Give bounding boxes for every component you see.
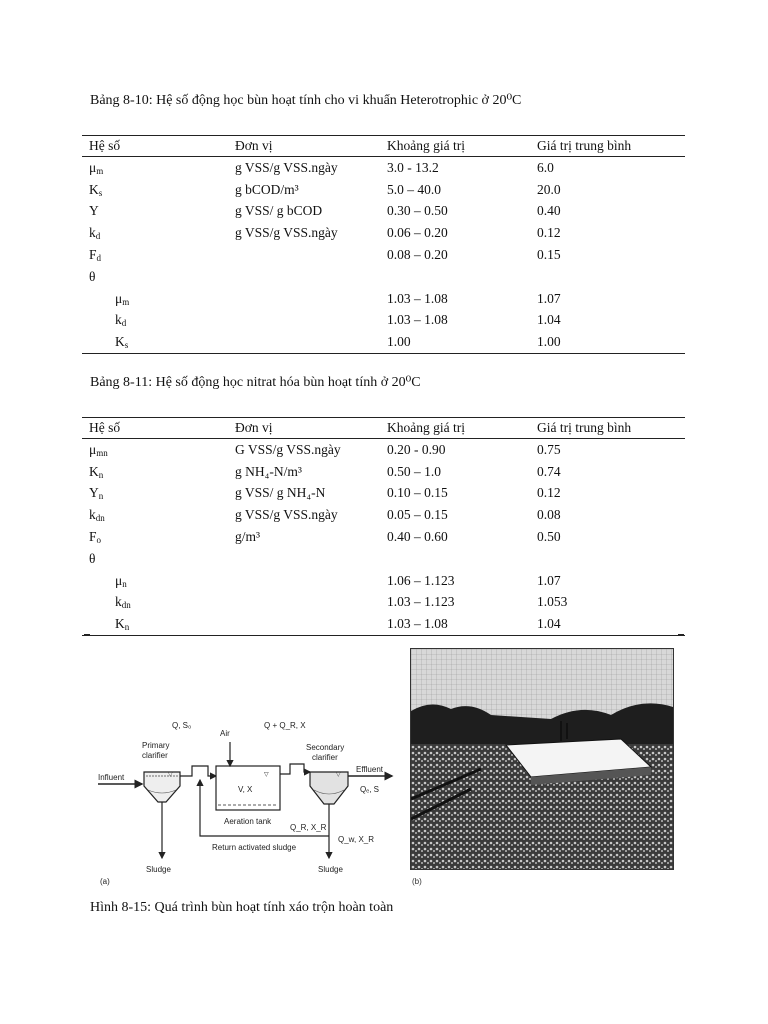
svg-text:▽: ▽ <box>264 772 269 778</box>
primary-effluent-line <box>180 766 216 776</box>
aeration-tank-label: Aeration tank <box>224 817 272 826</box>
symbol-subscript: s <box>124 340 129 351</box>
coefficient-symbol <box>82 504 228 526</box>
average-cell: 1.053 <box>537 594 568 610</box>
symbol-subscript: s <box>98 187 103 198</box>
range-cell: 0.06 – 0.20 <box>387 225 448 241</box>
secondary-clarifier-label-1: Secondary <box>306 743 345 752</box>
flow-label-q-qr-x: Q + Q_R, X <box>264 721 306 730</box>
symbol-base: F <box>89 529 97 545</box>
symbol-subscript: d <box>95 231 101 242</box>
return-flow-label: Q_R, X_R <box>290 823 327 832</box>
range-cell: 1.06 – 1.123 <box>387 572 455 588</box>
range-cell: 0.20 - 0.90 <box>387 441 446 457</box>
average-cell: 0.12 <box>537 225 561 241</box>
influent-label: Influent <box>98 773 125 782</box>
nitrification-coefficient-table <box>82 417 685 636</box>
primary-clarifier-label-1: Primary <box>142 741 170 750</box>
table-row <box>82 244 685 266</box>
heterotrophic-coefficient-table <box>82 135 685 354</box>
coefficient-symbol <box>82 288 228 310</box>
return-sludge-label: Return activated sludge <box>212 843 297 852</box>
range-cell: 0.08 – 0.20 <box>387 247 448 263</box>
unit-cell <box>228 548 380 570</box>
subfigure-a-label: (a) <box>100 877 110 886</box>
table-row <box>82 461 685 483</box>
coefficient-symbol <box>82 266 228 288</box>
table-row <box>82 613 685 635</box>
symbol-subscript: d <box>96 253 102 264</box>
range-cell: 0.05 – 0.15 <box>387 507 448 523</box>
table-row <box>82 266 685 288</box>
table-row <box>82 483 685 505</box>
range-cell: 5.0 – 40.0 <box>387 181 441 197</box>
flow-label-q-so: Q, S₀ <box>172 721 192 730</box>
symbol-base: k <box>115 594 122 610</box>
average-cell: 1.04 <box>537 312 561 328</box>
col-header-unit: Đơn vị <box>228 418 380 439</box>
table-row <box>82 179 685 201</box>
symbol-base: K <box>89 181 99 197</box>
figure-caption: Hình 8-15: Quá trình bùn hoạt tính xáo trộn hoàn toàn <box>90 900 394 915</box>
average-cell <box>530 548 685 570</box>
coefficient-symbol <box>82 461 228 483</box>
aeration-basin-photo <box>410 648 674 870</box>
table1-caption: Bảng 8-10: Hệ số động học bùn hoạt tính cho vi khuẩn Heterotrophic ở 20⁰C <box>90 93 522 108</box>
table-end-mark-left <box>84 634 90 635</box>
coefficient-symbol <box>82 526 228 548</box>
average-cell: 0.50 <box>537 529 561 545</box>
unit-cell <box>228 288 380 310</box>
average-cell: 0.74 <box>537 463 561 479</box>
unit-cell <box>228 592 380 614</box>
table-row <box>82 201 685 223</box>
table-row <box>82 504 685 526</box>
col-header-coefficient: Hệ số <box>82 418 228 439</box>
average-cell: 1.07 <box>537 290 561 306</box>
symbol-base: K <box>115 616 125 632</box>
coefficient-symbol <box>82 439 228 461</box>
col-header-range: Khoảng giá trị <box>380 136 530 157</box>
average-cell: 1.00 <box>530 331 685 353</box>
col-header-average: Giá trị trung bình <box>530 418 685 439</box>
unit-cell <box>228 331 380 353</box>
average-cell: 1.07 <box>537 572 561 588</box>
unit-cell <box>228 613 380 635</box>
range-cell: 1.00 <box>380 331 530 353</box>
secondary-clarifier-shape <box>310 772 348 804</box>
table2-caption: Bảng 8-11: Hệ số động học nitrat hóa bùn hoạt tính ở 20⁰C <box>90 375 421 390</box>
coefficient-symbol <box>82 613 228 635</box>
symbol-base: K <box>115 334 125 350</box>
waste-flow-label: Q_w, X_R <box>338 835 375 844</box>
symbol-base: k <box>115 312 122 328</box>
coefficient-symbol <box>82 548 228 570</box>
symbol-subscript: mn <box>96 447 108 458</box>
sludge-label-left: Sludge <box>146 865 171 874</box>
col-header-unit: Đơn vị <box>228 136 380 157</box>
average-cell: 20.0 <box>537 181 561 197</box>
coefficient-symbol <box>82 310 228 332</box>
coefficient-symbol <box>82 201 228 223</box>
symbol-base: μ <box>115 290 123 306</box>
svg-text:▽: ▽ <box>168 772 173 778</box>
range-cell: 1.03 – 1.08 <box>387 312 448 328</box>
average-cell: 0.12 <box>537 485 561 501</box>
secondary-clarifier-label-2: clarifier <box>312 753 338 762</box>
unit-cell: g bCOD/m³ <box>235 181 299 197</box>
range-cell: 0.30 – 0.50 <box>387 203 448 219</box>
unit-cell <box>228 570 380 592</box>
coefficient-symbol <box>82 483 228 505</box>
range-cell: 0.40 – 0.60 <box>387 529 448 545</box>
unit-cell <box>228 266 380 288</box>
table-row <box>82 526 685 548</box>
unit-cell: g VSS/ g bCOD <box>235 203 323 219</box>
unit-cell <box>228 244 380 266</box>
col-header-coefficient: Hệ số <box>82 136 228 157</box>
air-label: Air <box>220 729 230 738</box>
average-cell: 0.75 <box>537 441 561 457</box>
range-cell <box>380 266 530 288</box>
symbol-base: Y <box>89 485 99 501</box>
svg-text:▽: ▽ <box>336 772 341 778</box>
effluent-label: Effluent <box>356 765 383 774</box>
range-cell: 1.03 – 1.08 <box>380 613 530 635</box>
symbol-base: θ <box>89 268 96 284</box>
average-cell: 0.08 <box>537 507 561 523</box>
unit-cell: g/m³ <box>235 529 261 545</box>
symbol-base: k <box>89 225 96 241</box>
symbol-subscript: n <box>124 622 130 633</box>
symbol-subscript: m <box>96 165 104 176</box>
symbol-subscript: dn <box>95 513 105 524</box>
range-cell: 0.10 – 0.15 <box>387 485 448 501</box>
average-cell: 0.15 <box>537 247 561 263</box>
table-row <box>82 439 685 461</box>
table-row <box>82 592 685 614</box>
symbol-subscript: m <box>122 296 130 307</box>
table-row <box>82 288 685 310</box>
symbol-base: Y <box>89 203 99 219</box>
table-row <box>82 548 685 570</box>
coefficient-symbol <box>82 570 228 592</box>
symbol-base: F <box>89 247 97 263</box>
effluent-flow-label: Qₑ, S <box>360 785 379 794</box>
symbol-subscript: d <box>121 318 127 329</box>
coefficient-symbol <box>82 592 228 614</box>
average-cell: 6.0 <box>537 159 554 175</box>
primary-clarifier-shape <box>144 772 180 802</box>
range-cell <box>380 548 530 570</box>
primary-clarifier-label-2: clarifier <box>142 751 168 760</box>
table-row <box>82 331 685 353</box>
average-cell: 0.40 <box>537 203 561 219</box>
symbol-base: θ <box>89 550 96 566</box>
symbol-subscript: n <box>98 469 104 480</box>
symbol-subscript: n <box>98 491 104 502</box>
coefficient-symbol <box>82 244 228 266</box>
activated-sludge-process-diagram <box>92 700 397 890</box>
mixed-liquor-line <box>280 764 310 774</box>
symbol-subscript: dn <box>121 600 131 611</box>
unit-cell: g VSS/g VSS.ngày <box>235 159 338 175</box>
range-cell: 0.50 – 1.0 <box>387 463 441 479</box>
symbol-base: μ <box>115 572 123 588</box>
symbol-subscript: o <box>96 535 102 546</box>
col-header-average: Giá trị trung bình <box>530 136 685 157</box>
average-cell <box>530 266 685 288</box>
coefficient-symbol <box>82 331 228 353</box>
range-cell: 3.0 - 13.2 <box>387 159 439 175</box>
symbol-base: μ <box>89 441 97 457</box>
symbol-base: K <box>89 463 99 479</box>
sludge-label-right: Sludge <box>318 865 343 874</box>
coefficient-symbol <box>82 179 228 201</box>
table-row <box>82 310 685 332</box>
table-row <box>82 570 685 592</box>
table-end-mark-right <box>678 634 684 635</box>
unit-cell: g VSS/g VSS.ngày <box>235 225 338 241</box>
volume-biomass-label: V, X <box>238 785 253 794</box>
subfigure-b-label: (b) <box>412 877 422 886</box>
symbol-base: k <box>89 507 96 523</box>
unit-cell <box>228 310 380 332</box>
range-cell: 1.03 – 1.08 <box>387 290 448 306</box>
table-row <box>82 157 685 179</box>
unit-cell: g VSS/g VSS.ngày <box>235 507 338 523</box>
range-cell: 1.03 – 1.123 <box>387 594 455 610</box>
symbol-subscript: n <box>122 578 127 589</box>
table-row <box>82 222 685 244</box>
average-cell: 1.04 <box>530 613 685 635</box>
unit-cell: g NH₄-N/m³ <box>235 463 302 479</box>
symbol-base: μ <box>89 159 97 175</box>
unit-cell: G VSS/g VSS.ngày <box>235 441 341 457</box>
unit-cell: g VSS/ g NH₄-N <box>235 485 326 501</box>
coefficient-symbol <box>82 157 228 179</box>
col-header-range: Khoảng giá trị <box>380 418 530 439</box>
coefficient-symbol <box>82 222 228 244</box>
